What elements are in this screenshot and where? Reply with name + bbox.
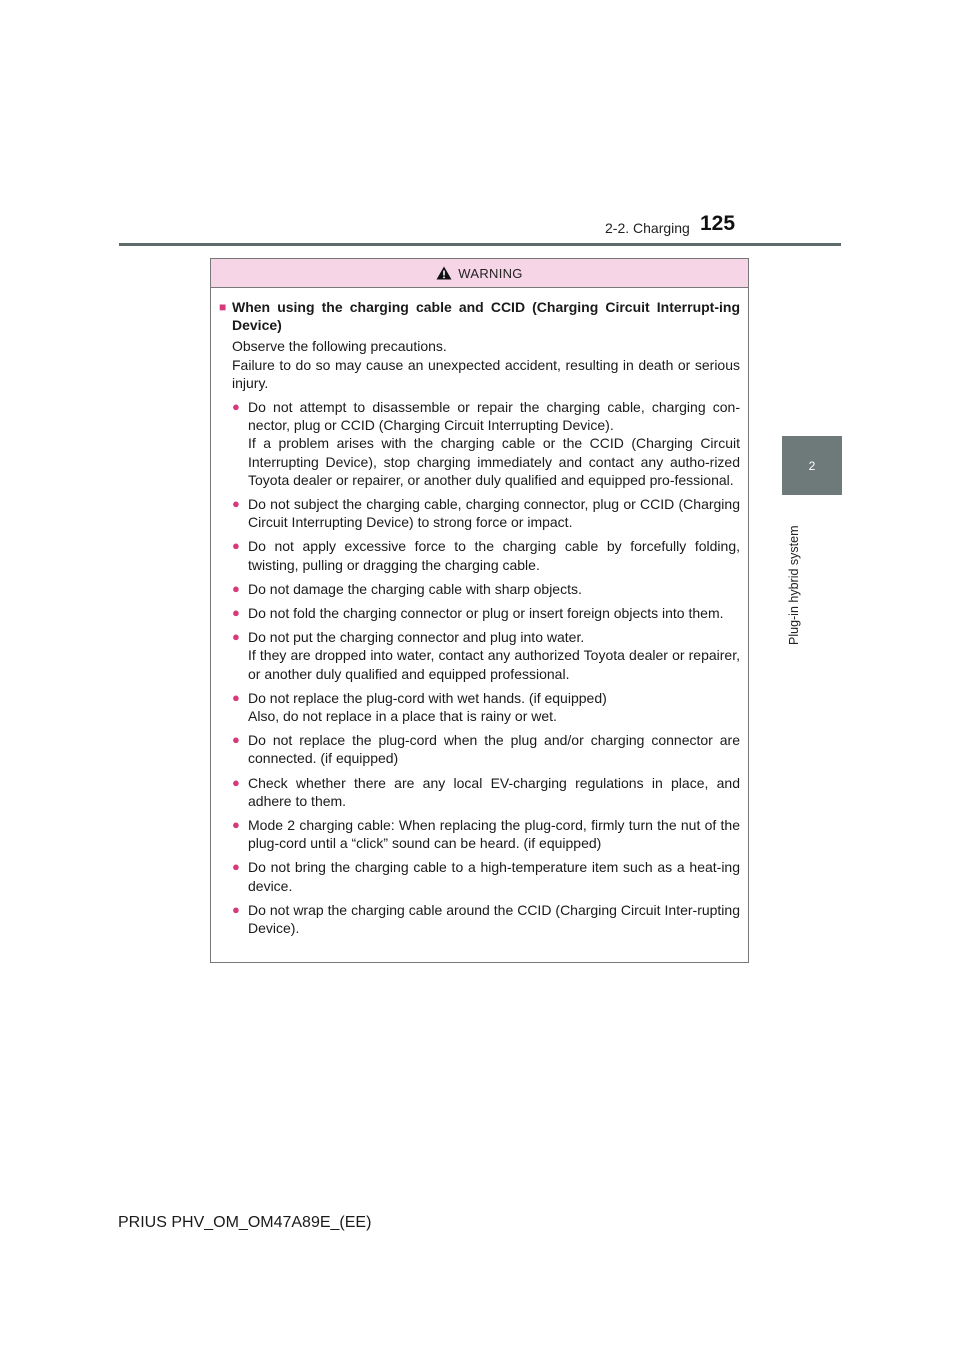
intro-line: Observe the following precautions.	[232, 338, 447, 355]
circle-bullet-icon: ●	[232, 859, 240, 875]
item-text: Do not wrap the charging cable around the CCID (Charging Circuit Inter-rupting Device).	[248, 901, 740, 937]
list-item	[232, 858, 740, 894]
item-text: Do not damage the charging cable with sharp objects.	[248, 580, 582, 597]
list-item	[232, 537, 740, 573]
list-item	[232, 398, 740, 489]
circle-bullet-icon: ●	[232, 605, 240, 621]
item-text: Do not bring the charging cable to a high-temperature item such as a heat-ing device.	[248, 859, 740, 894]
item-text: Do not replace the plug-cord with wet hands. (if equipped)	[248, 689, 607, 706]
square-bullet-icon: ■	[219, 300, 227, 314]
precaution-list	[219, 398, 740, 937]
warning-header	[211, 259, 748, 288]
chapter-side-label	[784, 505, 804, 645]
warning-intro	[219, 337, 740, 392]
item-text: Do not attempt to disassemble or repair the charging cable, charging con-nector, plug or CCID (Charging Circuit Interrupting Device).	[248, 399, 740, 434]
circle-bullet-icon: ●	[232, 580, 240, 596]
item-text: Do not subject the charging cable, charging connector, plug or CCID (Charging Circuit Interrupting Device) to strong force or impact.	[248, 496, 740, 531]
document-code: PRIUS PHV_OM_OM47A89E_(EE)	[118, 1214, 372, 1231]
list-item	[232, 580, 740, 598]
intro-line: Failure to do so may cause an unexpected accident, resulting in death or serious injury.	[232, 356, 740, 391]
item-text: If a problem arises with the charging cable or the CCID (Charging Circuit Interrupting Device), stop charging immediately and contact any autho-rized Toyota dealer or repairer, or another duly qualified and equipped pro-fessional.	[248, 435, 740, 488]
header-rule	[119, 243, 841, 246]
circle-bullet-icon: ●	[232, 732, 240, 748]
list-item	[232, 628, 740, 683]
circle-bullet-icon: ●	[232, 901, 240, 917]
item-text: Also, do not replace in a place that is rainy or wet.	[248, 708, 557, 725]
warning-subhead	[219, 298, 740, 334]
chapter-title: Plug-in hybrid system	[787, 525, 801, 645]
warning-subhead-text: When using the charging cable and CCID (Charging Circuit Interrupt-ing Device)	[232, 299, 740, 334]
circle-bullet-icon: ●	[232, 629, 240, 645]
list-item	[232, 901, 740, 937]
list-item	[232, 731, 740, 767]
item-text: Do not fold the charging connector or plug or insert foreign objects into them.	[248, 605, 724, 622]
warning-box	[210, 258, 749, 963]
list-item	[232, 816, 740, 852]
circle-bullet-icon: ●	[232, 774, 240, 790]
circle-bullet-icon: ●	[232, 817, 240, 833]
list-item	[232, 495, 740, 531]
list-item	[232, 689, 740, 725]
warning-triangle-icon	[436, 266, 452, 280]
list-item	[232, 604, 740, 622]
circle-bullet-icon: ●	[232, 689, 240, 705]
item-text: Do not put the charging connector and plug into water.	[248, 629, 585, 646]
warning-title: WARNING	[458, 265, 523, 281]
item-text: Do not apply excessive force to the charging cable by forcefully folding, twisting, pulling or dragging the charging cable.	[248, 538, 740, 573]
list-item	[232, 774, 740, 810]
chapter-tab	[782, 436, 842, 495]
item-text: If they are dropped into water, contact any authorized Toyota dealer or repairer, or another duly qualified and equipped professional.	[248, 647, 740, 682]
circle-bullet-icon: ●	[232, 399, 240, 415]
circle-bullet-icon: ●	[232, 496, 240, 512]
warning-body	[211, 288, 748, 937]
item-text: Check whether there are any local EV-charging regulations in place, and adhere to them.	[248, 774, 740, 809]
header-section-title: 2-2. Charging	[605, 220, 690, 236]
page-number: 125	[700, 212, 736, 235]
item-text: Mode 2 charging cable: When replacing the plug-cord, firmly turn the nut of the plug-cord until a “click” sound can be heard. (if equipped)	[248, 817, 740, 852]
circle-bullet-icon: ●	[232, 538, 240, 554]
chapter-number: 2	[808, 458, 816, 473]
item-text: Do not replace the plug-cord when the plug and/or charging connector are connected. (if equipped)	[248, 732, 740, 767]
